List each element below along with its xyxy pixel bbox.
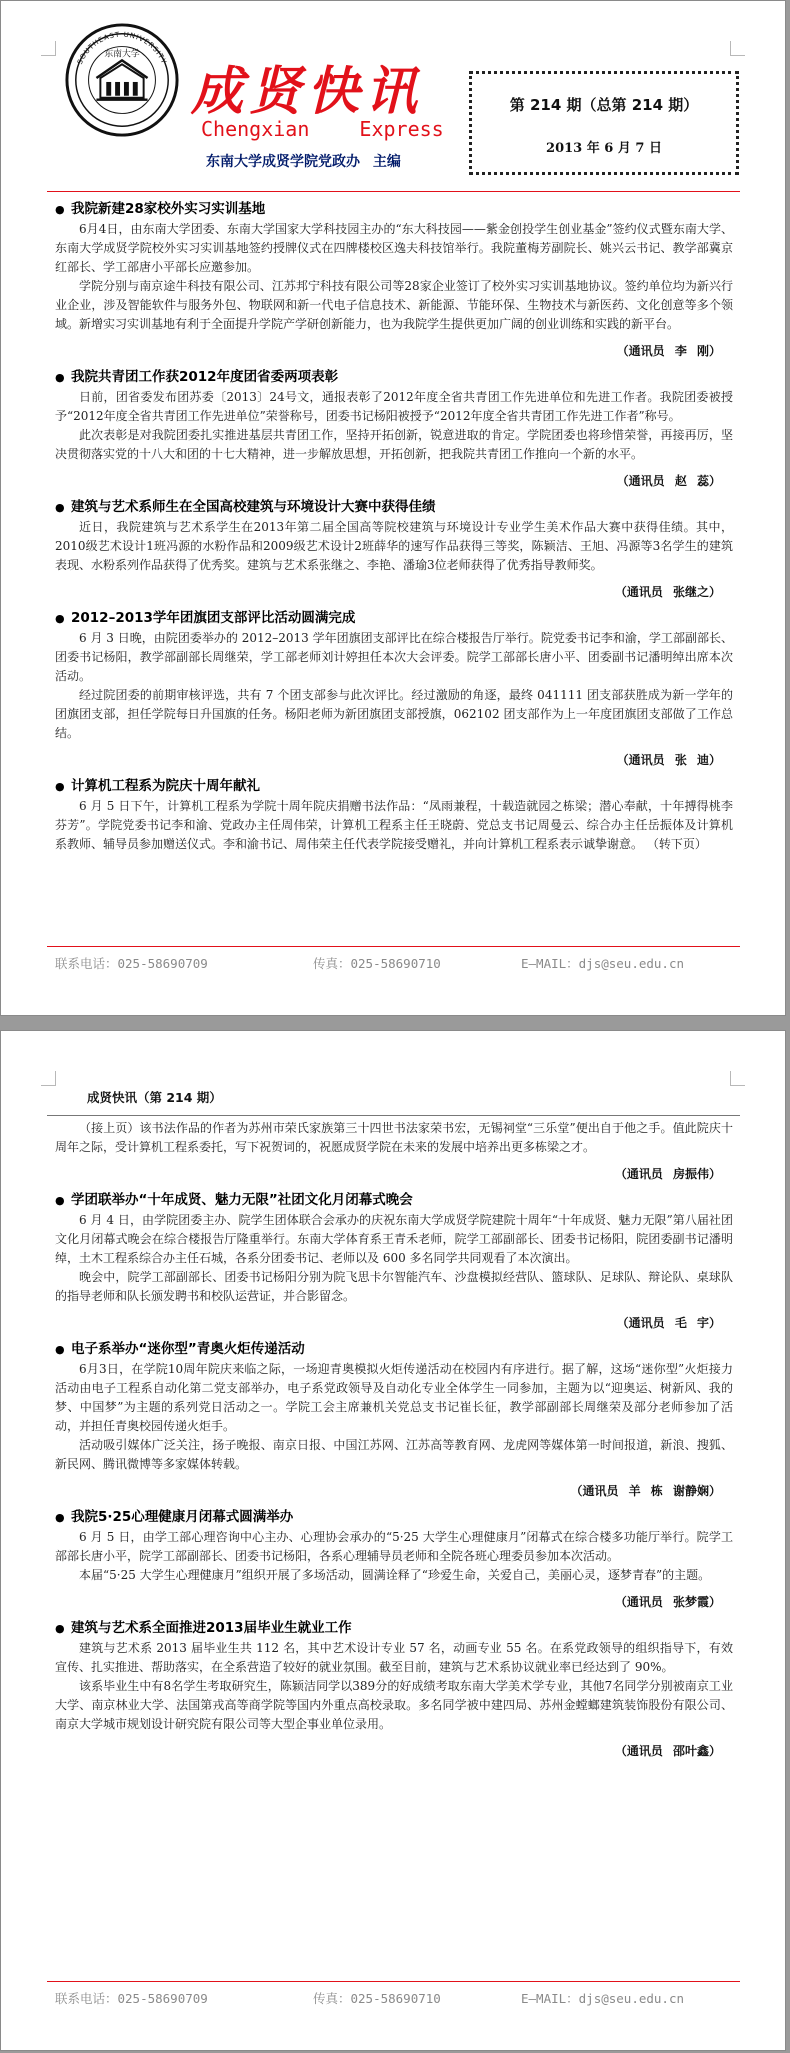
article (55, 608, 733, 770)
article-paragraph: 6 月 5 日，由学工部心理咨询中心主办、心理协会承办的“5·25 大学生心理健康月”闭幕式在综合楼多功能厅举行。院学工部部长唐小平，院学工部副部长、团委书记杨阳，各系心理辅导员老师和全院各班心理委员参加本次活动。 (55, 1530, 733, 1563)
newsletter-page-2 (0, 1030, 786, 2051)
footer-email[interactable]: E—MAIL：djs@seu.edu.cn (521, 956, 685, 971)
article-headline: ● 学团联举办“十年成贤、魅力无限”社团文化月闭幕式晚会 (55, 1190, 733, 1211)
running-header: 成贤快讯（第 214 期） (87, 1090, 222, 1105)
article-byline: （通讯员 毛 宇） (616, 1316, 721, 1330)
university-seal-icon (63, 21, 181, 139)
article-byline: （通讯员 张 迪） (616, 753, 721, 767)
newsletter-page-1 (0, 0, 786, 1016)
article (55, 199, 733, 361)
article-paragraph: （接上页）该书法作品的作者为苏州市荣氏家族第三十四世书法家荣书宏，无锡祠堂“三乐堂”便出自于他之手。值此院庆十周年之际，受计算机工程系委托，写下祝贺词的，祝愿成贤学院在未来的发展中培养出更多栋梁之才。 (55, 1121, 733, 1154)
footer-email[interactable]: E—MAIL：djs@seu.edu.cn (521, 1991, 685, 2006)
article-paragraph: 6月3日，在学院10周年院庆来临之际，一场迎青奥模拟火炬传递活动在校园内有序进行。据了解，这场“迷你型”火炬接力活动由电子工程系自动化第二党支部举办，电子系党政领导及自动化专业全体学生一同参加，主题为以“迎奥运、树新风、我的梦、中国梦”为主题的系列党日活动之一。学院工会主席兼机关党总支书记崔长征，教学部副部长周继荣及部分老师参加了活动，并担任青奥校园传递火炬手。 (55, 1362, 733, 1433)
footer-divider (47, 946, 740, 947)
bullet-icon: ● (55, 203, 65, 216)
article-byline: （通讯员 张继之） (614, 585, 721, 599)
article-headline: ● 我院5·25心理健康月闭幕式圆满举办 (55, 1507, 733, 1528)
page2-articles (55, 1119, 733, 1767)
page-corner-mark (41, 1071, 56, 1086)
article-paragraph: 此次表彰是对我院团委扎实推进基层共青团工作，坚持开拓创新，锐意进取的肯定。学院团委也将珍惜荣誉，再接再厉，坚决贯彻落实党的十八大和团的十七大精神，进一步解放思想，开拓创新，把我院共青团工作推向一个新的水平。 (55, 428, 733, 461)
article (55, 1190, 733, 1333)
bullet-icon: ● (55, 371, 65, 384)
bullet-icon: ● (55, 1511, 65, 1524)
article-paragraph: 经过院团委的前期审核评选，共有 7 个团支部参与此次评比。经过激励的角逐，最终 041111 团支部获胜成为新一学年的团旗团支部，担任学院每日升国旗的任务。杨阳老师为新团旗团支部授旗，062102 团支部作为上一年度团旗团支部做了工作总结。 (55, 688, 733, 740)
editor-credit: 东南大学成贤学院党政办 主编 (206, 154, 401, 170)
article-paragraph: 6 月 4 日，由学院团委主办、院学生团体联合会承办的庆祝东南大学成贤学院建院十周年“十年成贤、魅力无限”第八届社团文化月闭幕式晚会在综合楼报告厅隆重举行。东南大学体育系王青禾老师，院学工部副部长、团委书记杨阳，院团委副书记潘明绰，土木工程系综合办主任石城，各系分团委书记、老师以及 600 多名同学共同观看了本次演出。 (55, 1213, 733, 1265)
article (55, 1507, 733, 1612)
header-divider (47, 1115, 740, 1116)
article-byline: （通讯员 羊 栋 谢静娴） (570, 1484, 721, 1498)
article-headline: ● 计算机工程系为院庆十周年献礼 (55, 776, 733, 797)
bullet-icon: ● (55, 1343, 65, 1356)
article-paragraph: 该系毕业生中有8名学生考取研究生，陈颖洁同学以389分的好成绩考取东南大学美术学专业，其他7名同学分别被南京工业大学、南京林业大学、法国第戎高等商学院等国内外重点高校录取。多名同学被中建四局、苏州金螳螂建筑装饰股份有限公司、南京大学城市规划设计研究院有限公司等大型企事业单位录用。 (55, 1679, 733, 1731)
footer-fax: 传真：025-58690710 (313, 956, 441, 971)
footer-phone: 联系电话：025-58690709 (55, 956, 208, 971)
footer-phone: 联系电话：025-58690709 (55, 1991, 208, 2006)
article-headline: ● 建筑与艺术系全面推进2013届毕业生就业工作 (55, 1618, 733, 1639)
article-headline: ● 2012–2013学年团旗团支部评比活动圆满完成 (55, 608, 733, 629)
article-paragraph: 6月4日，由东南大学团委、东南大学国家大学科技园主办的“东大科技园——紫金创投学生创业基金”签约仪式暨东南大学、东南大学成贤学院校外实习实训基地签约授牌仪式在四牌楼校区逸夫科技馆举行。我院董梅芳副院长、姚兴云书记、教学部冀京红部长、学工部唐小平部长应邀参加。 (55, 222, 733, 274)
footer-fax: 传真：025-58690710 (313, 1991, 441, 2006)
issue-number: 第 214 期（总第 214 期） (509, 96, 699, 114)
article-paragraph: 本届“5·25 大学生心理健康月”组织开展了多场活动，圆满诠释了“珍爱生命，关爱自己，美丽心灵，逐梦青春”的主题。 (79, 1568, 711, 1582)
article-paragraph: 近日，我院建筑与艺术系学生在2013年第二届全国高等院校建筑与环境设计专业学生美术作品大赛中获得佳绩。其中，2010级艺术设计1班冯源的水粉作品和2009级艺术设计2班薛华的速写作品获得三等奖，陈颖洁、王旭、冯源等3名学生的建筑表现、水粉系列作品获得了优秀奖。建筑与艺术系张继之、李艳、潘瑜3位老师获得了优秀指导教师奖。 (55, 520, 733, 572)
article-byline: （通讯员 赵 蕊） (616, 474, 721, 488)
article-paragraph: 6 月 3 日晚，由院团委举办的 2012–2013 学年团旗团支部评比在综合楼报告厅举行。院党委书记李和渝，学工部副部长、团委书记杨阳，教学部副部长周继荣，学工部老师刘计婷担任本次大会评委。院学工部部长唐小平、团委副书记潘明绰出席本次活动。 (55, 631, 733, 683)
article (55, 776, 733, 854)
page-corner-mark (730, 1071, 745, 1086)
seal-text: 东南大学 (104, 49, 140, 60)
bullet-icon: ● (55, 1194, 65, 1207)
article-paragraph: 活动吸引媒体广泛关注，扬子晚报、南京日报、中国江苏网、江苏高等教育网、龙虎网等媒体第一时间报道，新浪、搜狐、新民网、腾讯微博等多家媒体转载。 (55, 1438, 733, 1471)
article-paragraph: 6 月 5 日下午，计算机工程系为学院十周年院庆捐赠书法作品：“凤雨兼程，十载造就园之栋梁；潜心奉献，十年搏得桃李芬芳”。学院党委书记李和渝、党政办主任周伟荣，计算机工程系主任王晓蔚、党总支书记周曼云、综合办主任岳振体及计算机系教师、辅导员参加赠送仪式。李和渝书记、周伟荣主任代表学院接受赠礼，并向计算机工程系表示诚挚谢意。 （转下页） (55, 799, 733, 851)
bullet-icon: ● (55, 612, 65, 625)
article-continuation (55, 1119, 733, 1184)
article-paragraph: 晚会中，院学工部副部长、团委书记杨阳分别为院飞思卡尔智能汽车、沙盘模拟经营队、篮球队、足球队、辩论队、桌球队的指导老师和队长颁发聘书和校队运营证，并合影留念。 (55, 1270, 733, 1303)
article (55, 497, 733, 602)
bullet-icon: ● (55, 780, 65, 793)
article (55, 1618, 733, 1761)
article-headline: ● 我院新建28家校外实习实训基地 (55, 199, 733, 220)
article (55, 367, 733, 491)
article-byline: （通讯员 房振伟） (614, 1167, 721, 1181)
seal-english-text: SOUTHEAST UNIVERSITY (75, 30, 169, 66)
footer-divider (47, 1981, 740, 1982)
bullet-icon: ● (55, 1622, 65, 1635)
article-headline: ● 我院共青团工作获2012年度团省委两项表彰 (55, 367, 733, 388)
article-paragraph: 日前，团省委发布团苏委〔2013〕24号文，通报表彰了2012年度全省共青团工作先进单位和先进工作者。我院团委被授予“2012年度全省共青团工作先进单位”荣誉称号，团委书记杨阳被授予“2012年度全省共青团工作先进工作者”称号。 (55, 390, 733, 423)
masthead (1, 1, 787, 191)
newsletter-title-chinese: 成贤快讯 (191, 61, 424, 122)
article-byline: （通讯员 邵叶鑫） (614, 1744, 721, 1758)
page1-articles (55, 199, 733, 854)
issue-date: 2013 年 6 月 7 日 (546, 141, 662, 156)
article (55, 1339, 733, 1501)
header-divider (47, 191, 740, 192)
article-headline: ● 建筑与艺术系师生在全国高校建筑与环境设计大赛中获得佳绩 (55, 497, 733, 518)
issue-box (469, 71, 739, 175)
newsletter-title-english: Chengxian Express (201, 117, 444, 141)
article-byline: （通讯员 李 刚） (616, 344, 721, 358)
bullet-icon: ● (55, 501, 65, 514)
article-paragraph: 学院分别与南京途牛科技有限公司、江苏邦宁科技有限公司等28家企业签订了校外实习实训基地协议。签约单位均为新兴行业企业，涉及智能软件与服务外包、物联网和新一代电子信息技术、新能源、节能环保、生物技术与新医药、文化创意等多个领域。新增实习实训基地有利于全面提升学院产学研创新能力，也为我院学生提供更加广阔的创业训练和实践的新平台。 (55, 279, 733, 331)
article-paragraph: 建筑与艺术系 2013 届毕业生共 112 名，其中艺术设计专业 57 名，动画专业 55 名。在系党政领导的组织指导下，有效宣传、扎实推进、帮助落实，在全系营造了较好的就业氛围。截至目前，建筑与艺术系协议就业率已经达到了 90%。 (55, 1641, 733, 1674)
article-byline: （通讯员 张梦霞） (614, 1595, 721, 1609)
article-headline: ● 电子系举办“迷你型”青奥火炬传递活动 (55, 1339, 733, 1360)
